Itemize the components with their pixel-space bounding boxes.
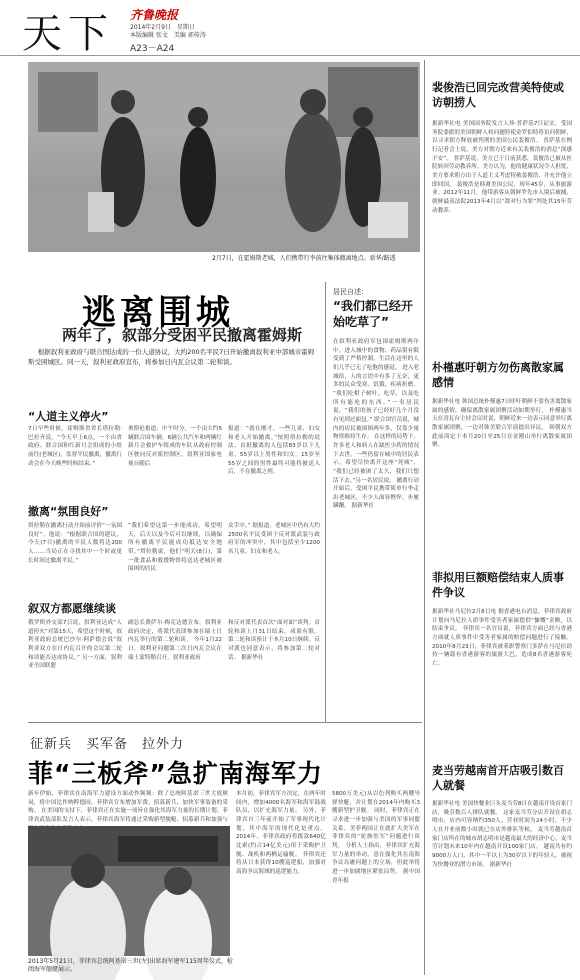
section2-title: 撤离“氛围良好” (28, 505, 109, 518)
quote-body: 在叙利亚政府军包围霍姆斯两年中，进入城中的食物、药品很有限受到了严格控制。生活在这里的人们几乎已无了吃饱的感觉。 进入老城给，人的言语中有多了无奈，更多的民众受寒、饥饿、疾病折磨。 “我们吃柑子树叶，吃草，以及吃所有能吃的东西。”一名居民说，“我们的孩子已经好几个月没有见到过面包。” 联合国官员说，城内的居民被围困两年多，仅靠少量物资维持生存。 在这样的局势下，许多老人和病人在缺医少药的情况下去世。一些仍留在城中的居民表示，希望尽快离开这座“死城”。 “我们已经被困了太久，我们只想活下去。”另一名居民说。 撤离行动开始后，受困平民携带简单行李走出老城区，不少人面容憔悴、步履蹒跚。 据新华社 (333, 339, 419, 510)
story-divider (28, 722, 422, 723)
bottom-col1: 新年伊始，菲律宾在南海军力建设方面动作频频：除了总统阿基诺三世大放厥词，将中国比作纳粹德国，菲律宾宣布增加军费、招募新兵，加快军事装备的采购。 在美国的支持下，菲律宾正在实施一项旨在强化其海军力量的长期计划。菲律宾武装部队发言人表示，菲律宾海军将通过采购新型舰艇、招募新兵和加强与 (28, 791, 228, 823)
section3-col2: 副总长费萨尔·梅克达德宣布，叙利亚政府决定，将派代表团参加在瑞士日内瓦举行的第二轮和谈。 今年1月22日，叙利亚问题第二次日内瓦会议在瑞士蒙特勒召开，叙利亚政府 (128, 620, 222, 661)
story5-headline: 麦当劳越南首开店吸引数百人就餐 (432, 764, 564, 793)
section3-col3: 和反对派代表首次“面对面”谈判。首轮和谈上月31日结束，成果有限。 第二轮和谈预计于本月10日继续。反对派也同意表示，将参加第二轮对话。 据新华社 (228, 620, 320, 661)
main-lead: 根据叙利亚政府与联合国达成的一份人道协议，大约200名平民7日开始撤离叙利亚中部城市霍姆斯受困城区。同一天，叙利亚政府宣布，将参加日内瓦会议第二轮和谈。 (28, 348, 315, 367)
top-photo-caption: 2月7日，在霍姆斯老城，人们携带行李前往集体撤离地点。新华/路透 (212, 255, 396, 262)
main-subhead: 两年了，叙部分受困平民撤离霍姆斯 (62, 326, 303, 344)
story5-body: 据新华社电 美国快餐业巨头麦当劳8日在越南开设首家门店，吸引数百人排队就餐。 这家麦当劳分店开设在胡志明市，店内可容纳约350人，营业时间为24小时。不少人在开业前数小时就已在店外排队等候。 麦当劳越南首家门店所在的城市胡志明市是越南最大的经济中心。麦当劳计划未来10年内在越南开设100家门店。 越南共有约9000万人口，其中一半以上为30岁以下的年轻人，被视为快餐业的潜力市场。 据新华社 (432, 801, 572, 868)
masthead (0, 0, 580, 56)
section3-col1: 俄罗斯外交部7日说，叙利亚达成“人道停火”对第15天，希望这个时候，叙利亚政府总统巴沙尔·阿萨德会说“叙利亚双方在日内瓦召开的会议第二轮和谈能否达成协议。” 另一方面，叙利亚全国联盟 (28, 620, 122, 670)
story4-headline: 菲拟用巨额赔偿结束人质事件争议 (432, 571, 564, 600)
issue-date: 2014年2月9日 星期日 (130, 24, 195, 31)
column-divider-right (424, 60, 425, 975)
main-headline: 逃离围城 (82, 293, 234, 333)
story2-body: 据新华社电 美国国务院发言人珍·普萨基7日证实，受国务院委派的美国朝鲜人权问题特使金罗伯特将访问朝鲜，以寻求朝方释放被判刑的美国公民裴俊浩。 普萨基在例行记者会上说，美方对朝方近来有关裴俊浩的消息“深感不安”。 普萨基说，美方已于日前获悉，裴俊浩已被从医院转回劳动教养所。美方认为，他的健康状况令人担忧，美方要求朝方出于人道主义考虑特赦裴俊浩，并允许他立即回国。 裴俊浩是韩裔美国公民，现年45岁，从事旅游业。2012年11月，他带游客从朝鲜罗先市入境后被捕，朝鲜最高法院2013年4月以“敌对行为罪”判处其15年劳动教养。 (432, 121, 572, 214)
story3-headline: 朴槿惠吁朝方勿伤离散家属感情 (432, 361, 564, 390)
newspaper-logo: 齐鲁晚报 (130, 8, 179, 22)
section2-col1: 塔拉勒在撤离行动开始前评价“一氛围良好”。他说：“根据联合国的建议，今天(7日)撤离的平民人数将达200人……当局正在寻找其中一个时或更长时间过撤离平民。” (28, 523, 122, 564)
bottom-kicker: 征新兵 买军备 拉外力 (30, 737, 185, 752)
section1-col1: 7日早些时候，霍姆斯省省长塔拉勒·巴拉齐说，“今天早上6点，一个由省政府、联合国和红新月会组成的小组前往(老城区)，监督平民撤离，撤离行动会在今天晚些时候结束。” (28, 426, 122, 467)
navy-photo-caption: 2013年5月21日，菲律宾总统阿基诺三世(左)出席海军建军115周年仪式，检阅海军舰艇展示。 (28, 958, 233, 973)
bottom-col3: 5800万美元)从以色列购买两艘导弹快艇，并计划在2014年内购买3艘新型护卫舰。 同时，菲律宾正在寻求进一步加强与美国的军事同盟关系。美菲两国正在就扩大美军在菲律宾的“轮换驻军”问题进行谈判。 分析人士指出，菲律宾扩充海军力量的举动，意在强化其在南海争议岛礁问题上的立场，但此举将进一步加剧地区紧张局势。 据中国青年报 (332, 791, 420, 884)
section3-title: 叙双方都愿继续谈 (28, 602, 116, 615)
editors-credit: 本版编辑 张文 美编 郭传涛 (130, 32, 206, 39)
section-title: 天下 (22, 11, 114, 57)
bottom-headline: 菲“三板斧”急扩南海军力 (28, 759, 323, 788)
quote-kicker: 居民自述： (333, 288, 368, 296)
story2-headline: 裴俊浩已回完改营美特使或访朝捞人 (432, 81, 564, 110)
section2-col3: 众手中。” 据报道，老城区中仍有大约2500名平民受困于反对派武装与政府军的冲突中，其中包括至少1200名儿童、妇女和老人。 (228, 523, 320, 555)
section1-title: “人道主义停火” (28, 410, 109, 423)
story3-body: 据新华社电 韩国总统朴槿惠7日呼吁朝鲜不要伤害离散家属的感情，确保离散家属团聚活动如期举行。 朴槿惠当天在青瓦台主持会议时说，朝鲜近来一边表示同意举行离散家属团聚，一边对韩美联合军演提出异议。 韩朝双方此前商定于本月20日至25日在金刚山举行离散家属团聚。 (432, 399, 572, 449)
section2-col2: “我们希望这第一步能成功，希望明天，后天以及今后可以继续，以确保所有撤离平民能成功抵达安全地带。”塔拉勒说，他们“明天(8日)，第一批食品和救援物资将送达老城区被围困的居民 (128, 523, 222, 573)
page-numbers: A23－A24 (130, 44, 175, 54)
story4-body: 据新华社马尼拉2月8日电 据香港电台消息，菲律宾政府计划向马尼拉人质事件受害者家属提供“慷慨”金额，以结束争议。 菲律宾一名官员说，菲律宾方面已经与香港方面就人质事件中受害者家属的赔偿问题进行了接触。 2010年8月23日，菲律宾被革职警察门多萨在马尼拉劫持一辆载有香港游客的旅游大巴，造成8名香港游客死亡。 (432, 609, 572, 667)
navy-photo (28, 826, 230, 956)
section1-col3: 报道：“就在刚才，一些儿童、妇女和老人开始撤离。”按照塔拉勒的说法，首批撤离的人包括83岁以下儿童、55岁以上男性和妇女。15岁至55岁之间的男性最终可能将被送入后，不在撤离之列。 (228, 426, 320, 476)
refugee-photo (28, 62, 420, 252)
section1-col2: 奥斯伦报道，中午时分，一个由大约5辆联合国车辆、6辆公共汽车和两辆红新月会救护车组成的车队从政府控制区驶向反对派控制区。叙利亚国家电视台随后 (128, 426, 222, 467)
bottom-col2: 本月初，菲律宾军方决定，在两年时间内，增加4000名海军和海军陆战队员，以扩充海军力量。 另外，菲律宾自三年前开始了军事现代化计划，其中海军的现代化是重点。2014年，菲律宾政府将拨款640亿比索(约合14亿美元)用于采购护卫舰、战机和两栖运输舰。 菲律宾还将从日本获得10艘巡逻船，加强对南海争议海域的巡逻能力。 (236, 791, 326, 875)
column-divider (325, 282, 326, 722)
quote-headline: “我们都已经开始吃草了” (333, 299, 413, 330)
